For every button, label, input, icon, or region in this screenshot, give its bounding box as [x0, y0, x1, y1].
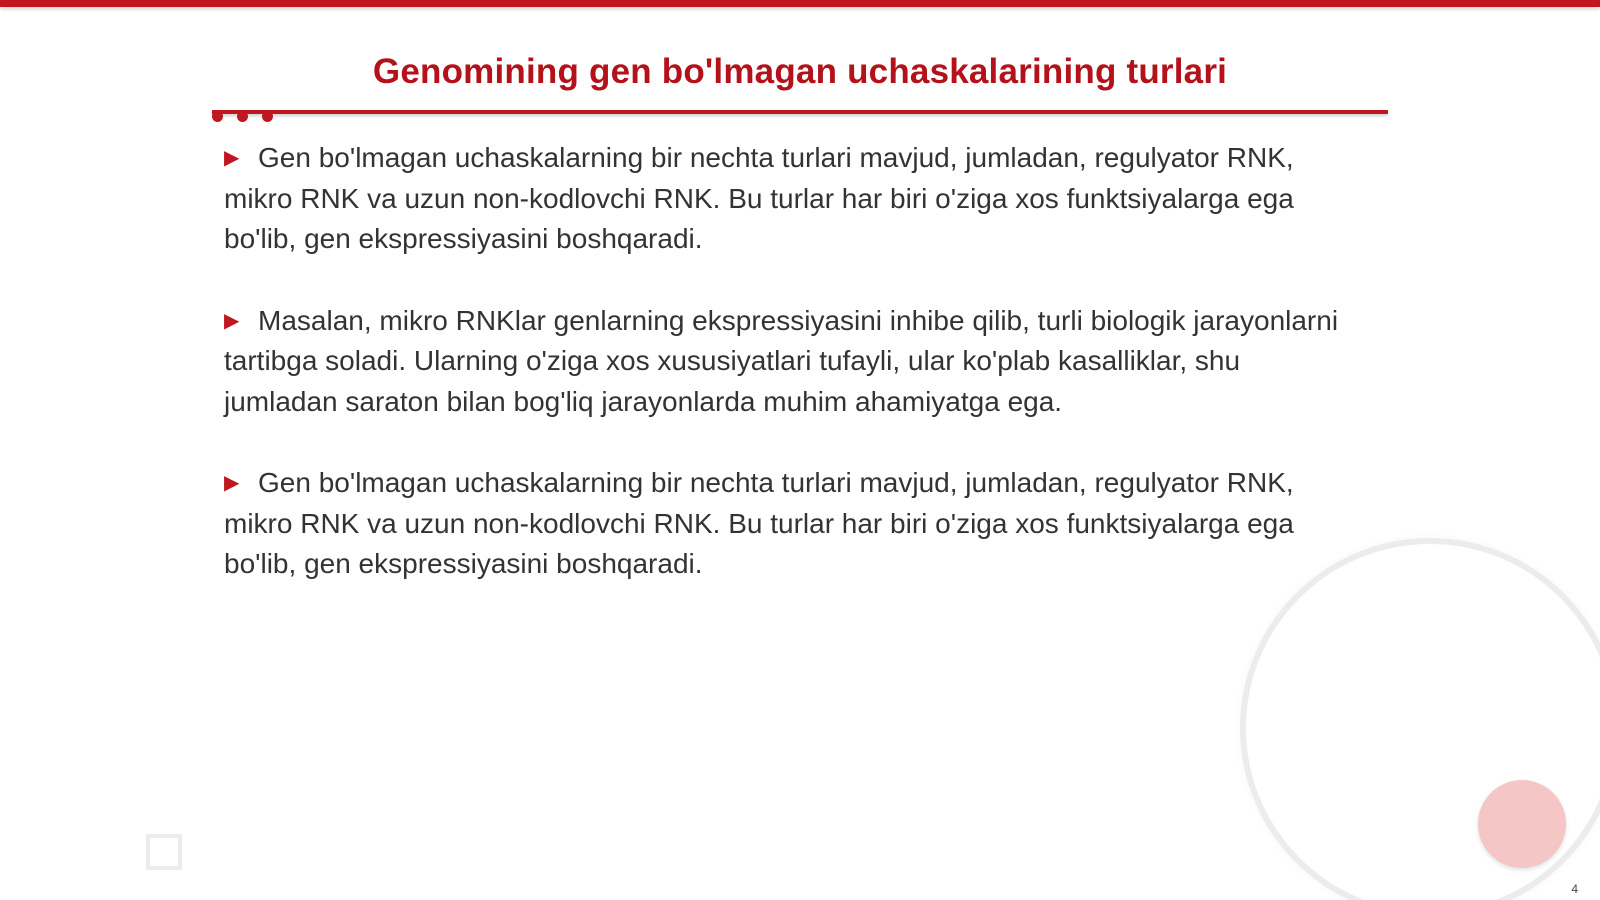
bullet-arrow-icon: ▶ [224, 147, 240, 169]
bullet-arrow-icon: ▶ [224, 472, 240, 494]
paragraph-text: Gen bo'lmagan uchaskalarning bir nechta turlari mavjud, jumladan, regulyator RNK, mikro RNK va uzun non-kodlovchi RNK. Bu turlar har biri o'ziga xos funktsiyalarga ega bo'lib, gen ekspressiyasini boshqaradi. [224, 142, 1294, 254]
top-accent-bar [0, 0, 1600, 7]
bullet-paragraph [224, 463, 1354, 585]
slide-title: Genomining gen bo'lmagan uchaskalarining turlari [372, 52, 1228, 91]
paragraph-text: Masalan, mikro RNKlar genlarning ekspressiyasini inhibe qilib, turli biologik jarayonlarni tartibga soladi. Ularning o'ziga xos xususiyatlari tufayli, ular ko'plab kasalliklar, shu jumladan saraton bilan bog'liq jarayonlarda muhim ahamiyatga ega. [224, 304, 1339, 417]
title-underline [212, 110, 1388, 114]
bullet-paragraph [224, 138, 1354, 260]
bullet-arrow-icon: ▶ [224, 309, 240, 332]
decor-square [146, 834, 182, 870]
bullet-list [224, 138, 1354, 626]
paragraph-text: Gen bo'lmagan uchaskalarning bir nechta turlari mavjud, jumladan, regulyator RNK, mikro RNK va uzun non-kodlovchi RNK. Bu turlar har biri o'ziga xos funktsiyalarga ega bo'lib, gen ekspressiyasini boshqaradi. [224, 467, 1294, 579]
decor-dot [212, 111, 223, 122]
decor-pink-circle [1478, 780, 1566, 868]
decor-dot [262, 111, 273, 122]
page-number: 4 [1571, 882, 1578, 896]
decor-dot [237, 111, 248, 122]
bullet-paragraph [224, 301, 1354, 423]
